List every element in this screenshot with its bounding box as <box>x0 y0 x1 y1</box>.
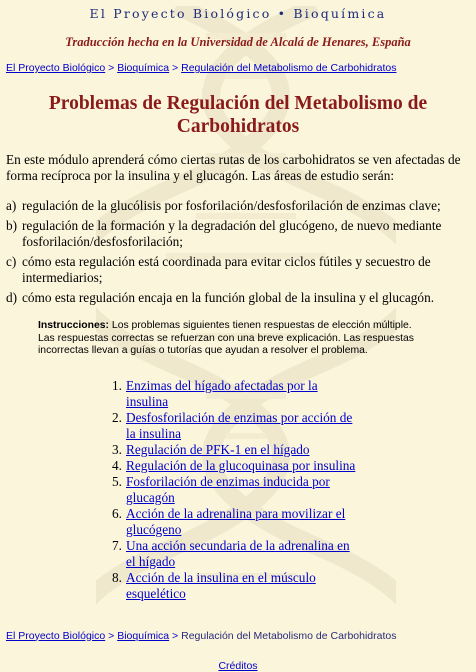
list-item <box>112 410 362 442</box>
list-marker: d) <box>6 290 18 305</box>
intro-paragraph: En este módulo aprenderá cómo ciertas rutas de los carbohidratos se ven afectadas de forma recíproca por la insulina y el glucagón. Las áreas de estudio serán: <box>6 152 461 183</box>
breadcrumb-link-home[interactable]: El Proyecto Biológico <box>6 62 106 74</box>
breadcrumb-link-current[interactable]: Regulación del Metabolismo de Carbohidratos <box>181 62 397 74</box>
problem-link[interactable]: Una acción secundaria de la adrenalina en el hígado <box>126 537 350 569</box>
breadcrumb <box>6 62 476 74</box>
list-item <box>112 474 362 506</box>
breadcrumb-separator: > <box>105 62 118 74</box>
problem-link[interactable]: Fosforilación de enzimas inducida por glucagón <box>126 473 330 505</box>
breadcrumb-link-home[interactable]: El Proyecto Biológico <box>6 629 106 642</box>
list-item <box>112 458 362 474</box>
problem-link[interactable]: Desfosforilación de enzimas por acción de la insulina <box>126 409 353 441</box>
problem-number: 1. <box>112 377 122 393</box>
problem-number: 4. <box>112 457 122 473</box>
translation-credit: Traducción hecha en la Universidad de Alcalá de Henares, España <box>65 35 411 49</box>
list-item <box>6 198 468 214</box>
breadcrumb-link-biochemistry[interactable]: Bioquímica <box>117 62 170 74</box>
problem-number: 2. <box>112 409 122 425</box>
breadcrumb-separator: > <box>105 629 118 642</box>
study-areas-list <box>6 198 468 306</box>
list-item <box>6 218 468 250</box>
footer-breadcrumb <box>6 630 476 642</box>
list-marker: b) <box>6 218 18 233</box>
problem-number: 8. <box>112 569 122 585</box>
page-title: Problemas de Regulación del Metabolismo de Carbohidratos <box>48 93 428 137</box>
problem-number: 6. <box>112 505 122 521</box>
breadcrumb-link-biochemistry[interactable]: Bioquímica <box>117 629 170 642</box>
instructions-text: Los problemas siguientes tienen respuestas de elección múltiple. Las respuestas correctas se refuerzan con una breve explicación. Las respuestas incorrectas llevan a guías o tutorías que ayudan a resolver el problema. <box>38 320 415 356</box>
problem-number: 7. <box>112 537 122 553</box>
site-banner: El Proyecto Biológico • Bioquímica <box>89 6 387 21</box>
study-area-text: cómo esta regulación está coordinada para evitar ciclos fútiles y secuestro de intermediarios; <box>22 254 431 285</box>
list-item <box>112 570 362 602</box>
list-marker: c) <box>6 254 17 269</box>
study-area-text: cómo esta regulación encaja en la función global de la insulina y el glucagón. <box>22 290 435 305</box>
problem-number: 5. <box>112 473 122 489</box>
instructions-block <box>38 320 420 358</box>
list-item <box>6 254 468 286</box>
breadcrumb-separator: > <box>169 62 182 74</box>
problem-link[interactable]: Enzimas del hígado afectadas por la insulina <box>126 377 318 409</box>
list-item <box>6 290 468 306</box>
credits-footer <box>0 660 476 672</box>
problem-link[interactable]: Regulación de PFK-1 en el hígado <box>126 441 310 457</box>
credits-link[interactable]: Créditos <box>218 659 258 672</box>
breadcrumb-current: Regulación del Metabolismo de Carbohidratos <box>181 629 397 642</box>
breadcrumb-separator: > <box>169 629 182 642</box>
problem-number: 3. <box>112 441 122 457</box>
list-item <box>112 442 362 458</box>
study-area-text: regulación de la formación y la degradación del glucógeno, de nuevo mediante fosforilación/desfosforilación; <box>22 218 442 249</box>
list-item <box>112 378 362 410</box>
problem-link[interactable]: Regulación de la glucoquinasa por insulina <box>126 457 356 473</box>
study-area-text: regulación de la glucólisis por fosforilación/desfosforilación de enzimas clave; <box>22 198 441 213</box>
list-marker: a) <box>6 198 17 213</box>
problem-list <box>112 378 362 602</box>
problem-link[interactable]: Acción de la insulina en el músculo esquelético <box>126 569 316 601</box>
list-item <box>112 538 362 570</box>
instructions-label: Instrucciones: <box>38 320 110 331</box>
list-item <box>112 506 362 538</box>
problem-link[interactable]: Acción de la adrenalina para movilizar el glucógeno <box>126 505 346 537</box>
